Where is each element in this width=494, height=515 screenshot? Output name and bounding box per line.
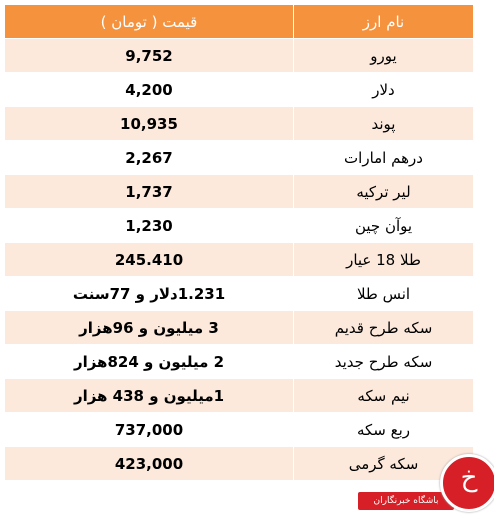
currency-name-cell: سکه طرح جدید bbox=[294, 345, 474, 379]
logo-glyph-icon: خ bbox=[460, 463, 478, 493]
logo-caption: باشگاه خبرنگاران bbox=[358, 492, 454, 510]
ycn-logo bbox=[354, 452, 494, 515]
price-cell: 2 میلیون و 824هزار bbox=[5, 345, 294, 379]
price-cell: 9,752 bbox=[5, 39, 294, 73]
currency-name-cell: یورو bbox=[294, 39, 474, 73]
currency-name-cell: ربع سکه bbox=[294, 413, 474, 447]
table-row bbox=[5, 107, 474, 141]
currency-name-cell: درهم امارات bbox=[294, 141, 474, 175]
currency-name-cell: یوآن چین bbox=[294, 209, 474, 243]
currency-name-cell: نیم سکه bbox=[294, 379, 474, 413]
table-row bbox=[5, 277, 474, 311]
price-cell: 737,000 bbox=[5, 413, 294, 447]
currency-name-cell: پوند bbox=[294, 107, 474, 141]
currency-name-cell: سکه گرمی bbox=[294, 447, 474, 481]
table-row bbox=[5, 141, 474, 175]
table-row bbox=[5, 39, 474, 73]
currency-name-cell: طلا 18 عیار bbox=[294, 243, 474, 277]
currency-name-cell: لیر ترکیه bbox=[294, 175, 474, 209]
price-cell: 10,935 bbox=[5, 107, 294, 141]
table-row bbox=[5, 73, 474, 107]
table-row bbox=[5, 379, 474, 413]
logo-circle bbox=[440, 454, 494, 512]
price-cell: 3 میلیون و 96هزار bbox=[5, 311, 294, 345]
price-cell: 423,000 bbox=[5, 447, 294, 481]
price-cell: 2,267 bbox=[5, 141, 294, 175]
price-cell: 1میلیون و 438 هزار bbox=[5, 379, 294, 413]
price-cell: 4,200 bbox=[5, 73, 294, 107]
price-cell: 1,737 bbox=[5, 175, 294, 209]
currency-name-cell: سکه طرح قدیم bbox=[294, 311, 474, 345]
currency-name-cell: دلار bbox=[294, 73, 474, 107]
table-row bbox=[5, 243, 474, 277]
table-row bbox=[5, 209, 474, 243]
header-price: قیمت ( تومان ) bbox=[5, 5, 294, 39]
currency-price-table bbox=[4, 4, 474, 481]
table-row bbox=[5, 413, 474, 447]
table-row bbox=[5, 311, 474, 345]
table-row bbox=[5, 345, 474, 379]
price-cell: 1.231دلار و 77سنت bbox=[5, 277, 294, 311]
currency-name-cell: انس طلا bbox=[294, 277, 474, 311]
price-cell: 245.410 bbox=[5, 243, 294, 277]
header-currency-name: نام ارز bbox=[294, 5, 474, 39]
table-header-row bbox=[5, 5, 474, 39]
price-cell: 1,230 bbox=[5, 209, 294, 243]
table-row bbox=[5, 175, 474, 209]
